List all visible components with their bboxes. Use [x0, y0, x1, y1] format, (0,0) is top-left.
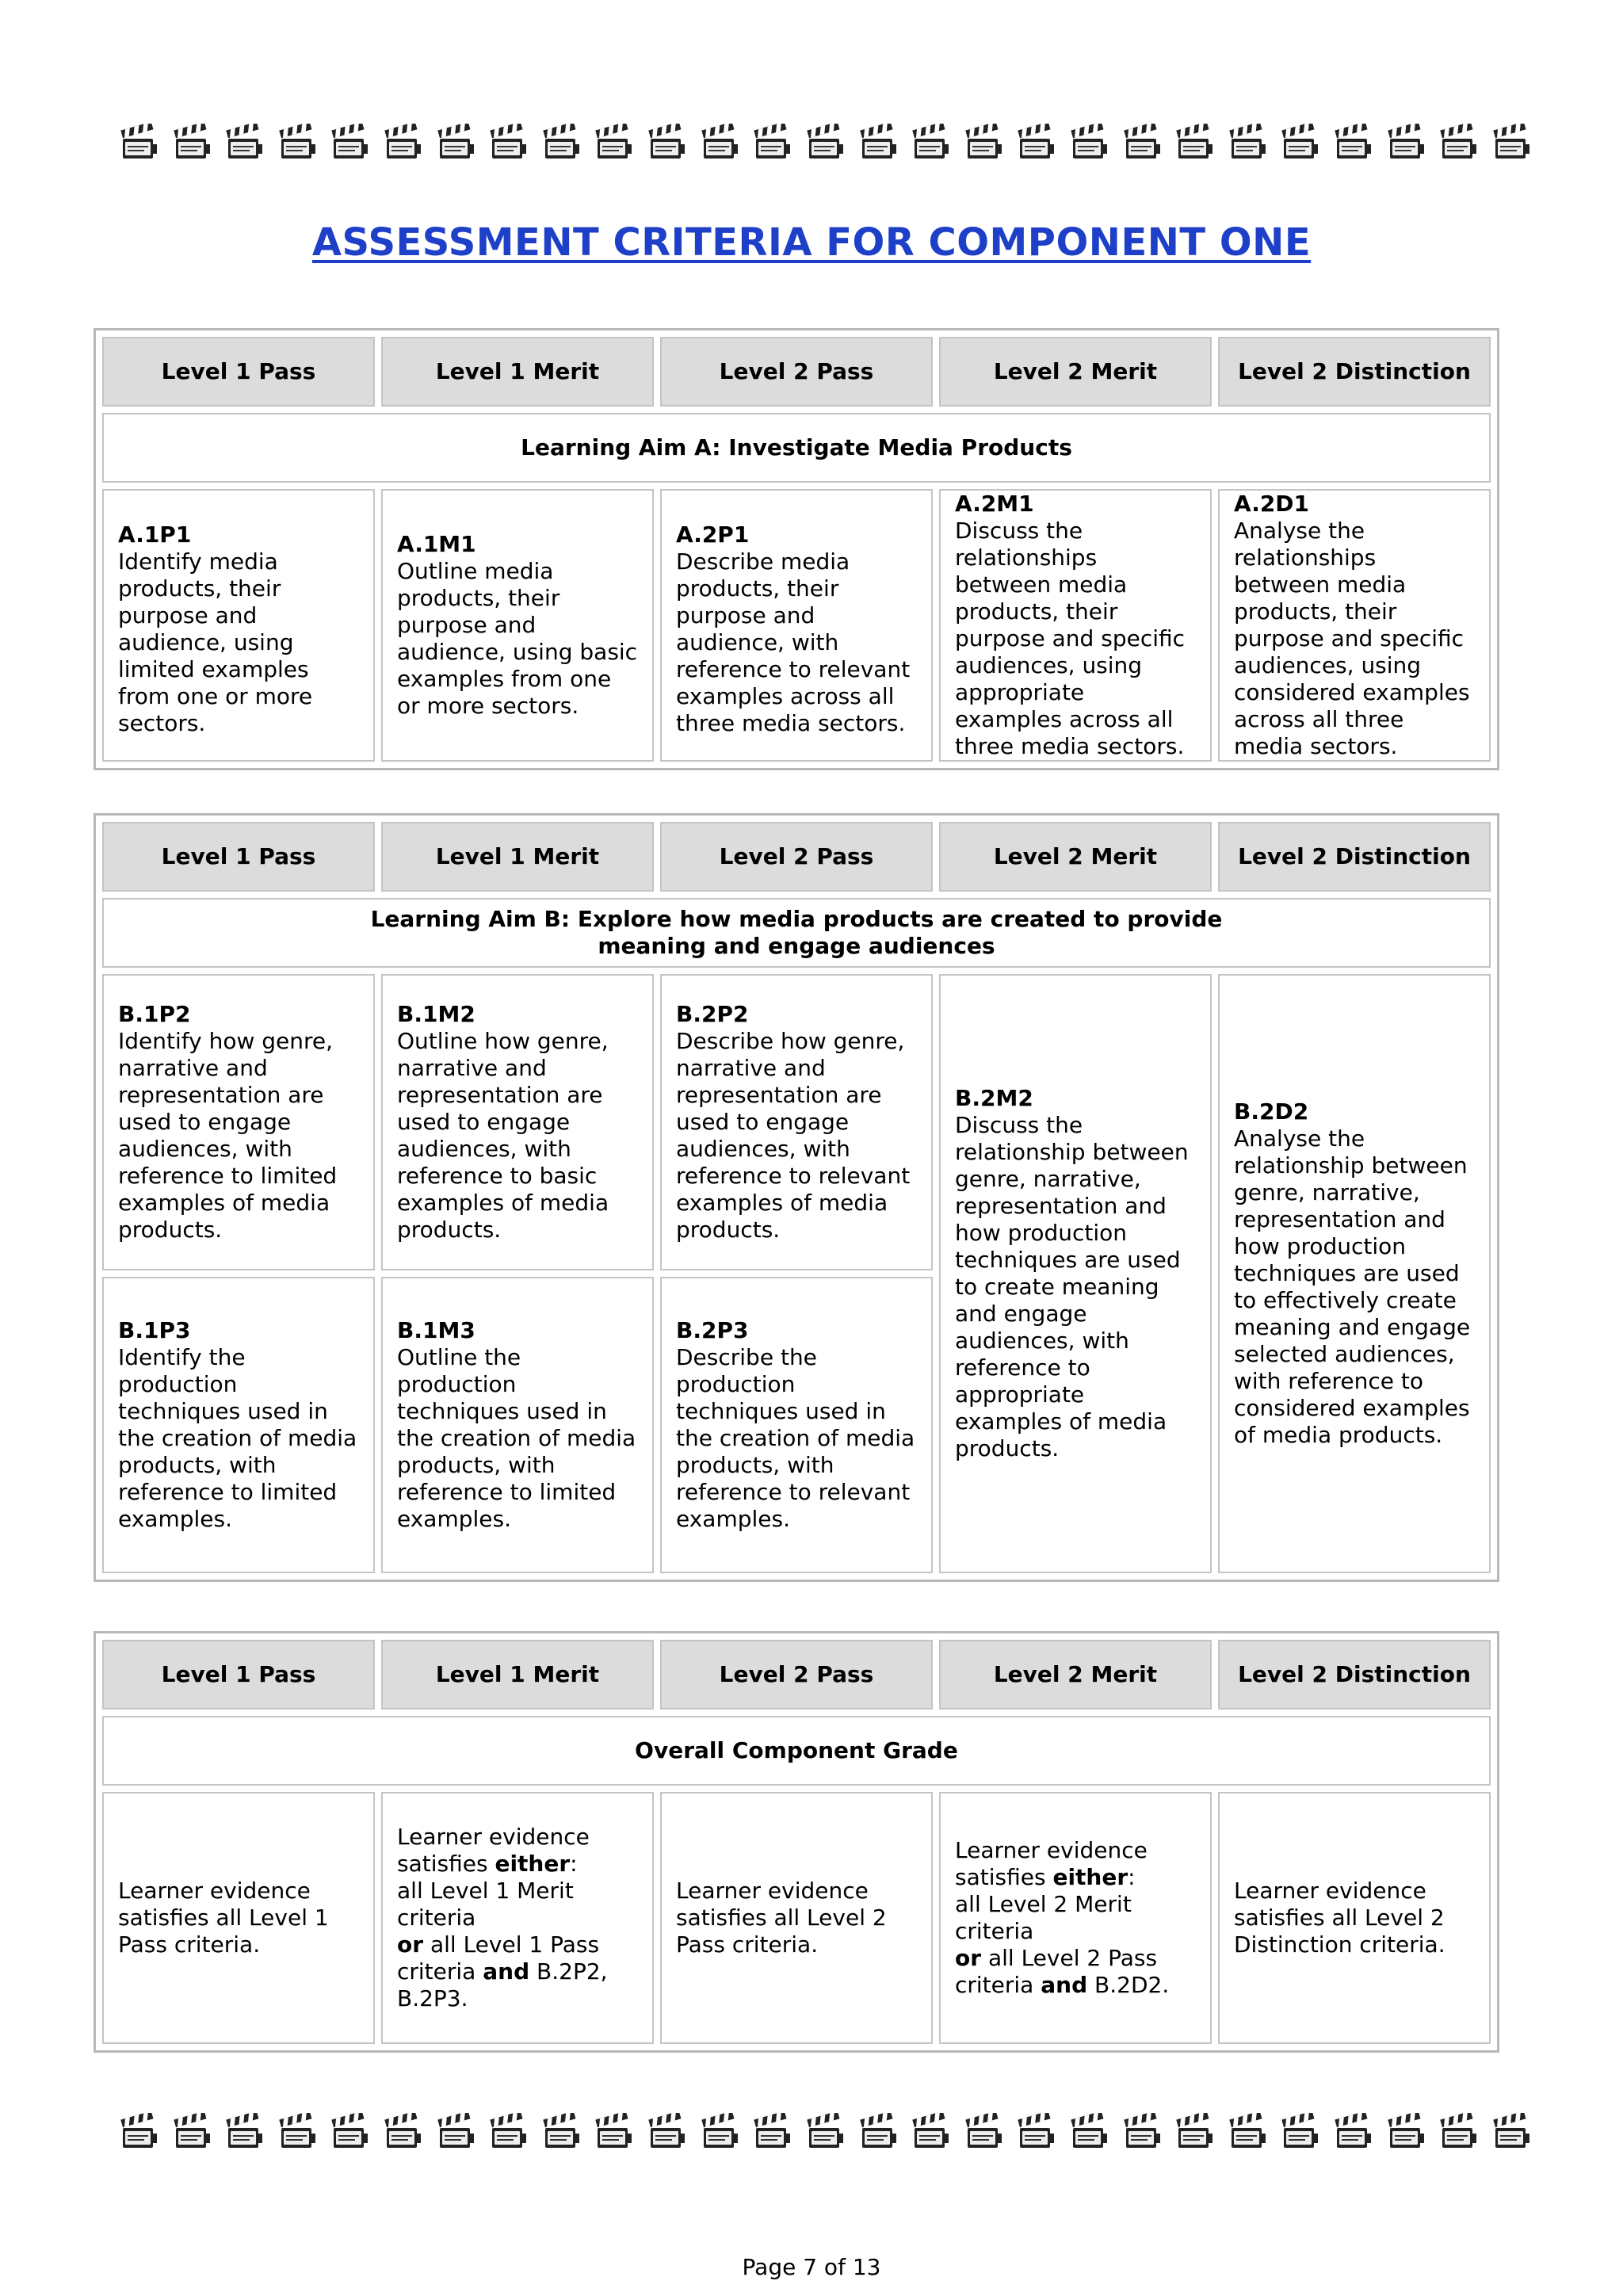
learning-aim-b: Learning Aim B: Explore how media products are created to provide meaning and engage audiences [102, 898, 1491, 968]
film-clapperboard-icon [437, 2113, 475, 2151]
film-clapperboard-icon [648, 124, 686, 162]
header-level-2-pass: Level 2 Pass [660, 822, 933, 892]
header-level-2-distinction: Level 2 Distinction [1218, 1640, 1491, 1710]
film-clapperboard-icon [1440, 124, 1478, 162]
clapper-border-top [120, 120, 1531, 165]
header-row [102, 337, 1491, 407]
header-level-1-pass: Level 1 Pass [102, 822, 375, 892]
film-clapperboard-icon [279, 124, 317, 162]
criterion-code: B.2M2 [955, 1085, 1033, 1111]
film-clapperboard-icon [1018, 124, 1056, 162]
film-clapperboard-icon [174, 2113, 212, 2151]
criterion-code: B.1M2 [397, 1001, 475, 1027]
criterion-text: Analyse the relationship between genre, narrative, representation and how production techniques are used to effectively create meaning and engage selected audiences, with reference to considered examples of media products. [1234, 1125, 1471, 1448]
film-clapperboard-icon [1440, 2113, 1478, 2151]
film-clapperboard-icon [1493, 124, 1531, 162]
film-clapperboard-icon [437, 124, 475, 162]
criterion-b-1m3 [381, 1277, 654, 1573]
criterion-b-1p3 [102, 1277, 375, 1573]
film-clapperboard-icon [1124, 124, 1162, 162]
film-clapperboard-icon [860, 2113, 898, 2151]
film-clapperboard-icon [1176, 124, 1214, 162]
film-clapperboard-icon [490, 124, 528, 162]
grade-level-2-merit: Learner evidence satisfies either: all Level 2 Merit criteria or all Level 2 Pass criteria and B.2D2. [939, 1792, 1212, 2044]
film-clapperboard-icon [543, 124, 581, 162]
film-clapperboard-icon [1388, 124, 1426, 162]
criterion-a-1m1 [381, 489, 654, 762]
film-clapperboard-icon [807, 2113, 845, 2151]
header-row [102, 1640, 1491, 1710]
film-clapperboard-icon [912, 2113, 950, 2151]
film-clapperboard-icon [384, 124, 422, 162]
criteria-row [102, 489, 1491, 762]
criterion-text: Identify media products, their purpose and audience, using limited examples from one or more sectors. [118, 548, 313, 736]
criterion-text: Discuss the relationship between genre, narrative, representation and how production techniques are used to create meaning and engage audiences, with reference to appropriate examples of media products. [955, 1112, 1189, 1461]
criterion-a-2m1 [939, 489, 1212, 762]
film-clapperboard-icon [226, 2113, 264, 2151]
film-clapperboard-icon [701, 124, 739, 162]
criterion-a-2d1 [1218, 489, 1491, 762]
film-clapperboard-icon [331, 124, 369, 162]
film-clapperboard-icon [1493, 2113, 1531, 2151]
aim-row [102, 898, 1491, 968]
film-clapperboard-icon [1335, 124, 1373, 162]
grade-level-2-pass: Learner evidence satisfies all Level 2 Pass criteria. [660, 1792, 933, 2044]
aim-row [102, 413, 1491, 483]
grade-level-1-pass: Learner evidence satisfies all Level 1 Pass criteria. [102, 1792, 375, 2044]
film-clapperboard-icon [1071, 2113, 1109, 2151]
film-clapperboard-icon [912, 124, 950, 162]
criterion-text: Describe the production techniques used in the creation of media products, with reference to relevant examples. [676, 1344, 915, 1532]
criterion-text: Describe media products, their purpose and audience, with reference to relevant examples across all three media sectors. [676, 548, 911, 736]
page-number: Page 7 of 13 [742, 2254, 881, 2280]
header-level-1-merit: Level 1 Merit [381, 337, 654, 407]
film-clapperboard-icon [174, 124, 212, 162]
film-clapperboard-icon [226, 124, 264, 162]
film-clapperboard-icon [120, 2113, 158, 2151]
overall-component-grade: Overall Component Grade [102, 1716, 1491, 1786]
film-clapperboard-icon [279, 2113, 317, 2151]
grade-level-2-distinction: Learner evidence satisfies all Level 2 Distinction criteria. [1218, 1792, 1491, 2044]
aim-row [102, 1716, 1491, 1786]
film-clapperboard-icon [1281, 124, 1319, 162]
film-clapperboard-icon [860, 124, 898, 162]
film-clapperboard-icon [595, 124, 633, 162]
criteria-table-aim-a [94, 328, 1499, 770]
criterion-code: B.2P3 [676, 1317, 749, 1343]
criterion-code: B.1P3 [118, 1317, 191, 1343]
criterion-text: Outline the production techniques used in the creation of media products, with reference to limited examples. [397, 1344, 636, 1532]
film-clapperboard-icon [965, 2113, 1003, 2151]
film-clapperboard-icon [595, 2113, 633, 2151]
header-level-1-pass: Level 1 Pass [102, 1640, 375, 1710]
criterion-code: A.2P1 [676, 521, 750, 548]
header-level-2-merit: Level 2 Merit [939, 337, 1212, 407]
criterion-code: B.1M3 [397, 1317, 475, 1343]
criteria-table-aim-b [94, 813, 1499, 1582]
film-clapperboard-icon [648, 2113, 686, 2151]
film-clapperboard-icon [754, 2113, 792, 2151]
criterion-b-1m2 [381, 974, 654, 1270]
film-clapperboard-icon [1071, 124, 1109, 162]
criterion-text: Identify how genre, narrative and representation are used to engage audiences, with reference to limited examples of media products. [118, 1028, 338, 1243]
criterion-a-1p1 [102, 489, 375, 762]
film-clapperboard-icon [965, 124, 1003, 162]
criterion-code: B.1P2 [118, 1001, 191, 1027]
film-clapperboard-icon [490, 2113, 528, 2151]
criterion-code: A.1P1 [118, 521, 192, 548]
film-clapperboard-icon [1281, 2113, 1319, 2151]
criterion-text: Outline how genre, narrative and representation are used to engage audiences, with reference to basic examples of media products. [397, 1028, 609, 1243]
film-clapperboard-icon [754, 124, 792, 162]
film-clapperboard-icon [1335, 2113, 1373, 2151]
criterion-code: A.1M1 [397, 531, 476, 557]
criterion-text: Describe how genre, narrative and representation are used to engage audiences, with reference to relevant examples of media products. [676, 1028, 911, 1243]
criterion-b-2p3 [660, 1277, 933, 1573]
criterion-code: A.2D1 [1234, 491, 1310, 517]
header-level-2-pass: Level 2 Pass [660, 337, 933, 407]
header-level-2-merit: Level 2 Merit [939, 822, 1212, 892]
criterion-code: B.2D2 [1234, 1098, 1309, 1125]
film-clapperboard-icon [1388, 2113, 1426, 2151]
film-clapperboard-icon [331, 2113, 369, 2151]
overall-grade-table [94, 1631, 1499, 2053]
criterion-b-2d2 [1218, 974, 1491, 1573]
header-level-2-pass: Level 2 Pass [660, 1640, 933, 1710]
header-level-2-merit: Level 2 Merit [939, 1640, 1212, 1710]
criterion-b-1p2 [102, 974, 375, 1270]
grade-row [102, 1792, 1491, 2044]
header-level-1-merit: Level 1 Merit [381, 1640, 654, 1710]
criteria-row [102, 974, 1491, 1270]
criterion-code: A.2M1 [955, 491, 1034, 517]
film-clapperboard-icon [1229, 124, 1267, 162]
criterion-a-2p1 [660, 489, 933, 762]
criterion-b-2m2 [939, 974, 1212, 1573]
film-clapperboard-icon [384, 2113, 422, 2151]
criterion-b-2p2 [660, 974, 933, 1270]
film-clapperboard-icon [1018, 2113, 1056, 2151]
film-clapperboard-icon [543, 2113, 581, 2151]
clapper-border-bottom [120, 2110, 1531, 2154]
criterion-code: B.2P2 [676, 1001, 749, 1027]
header-row [102, 822, 1491, 892]
film-clapperboard-icon [1124, 2113, 1162, 2151]
film-clapperboard-icon [1176, 2113, 1214, 2151]
header-level-2-distinction: Level 2 Distinction [1218, 822, 1491, 892]
film-clapperboard-icon [701, 2113, 739, 2151]
header-level-1-pass: Level 1 Pass [102, 337, 375, 407]
learning-aim-a: Learning Aim A: Investigate Media Products [102, 413, 1491, 483]
header-level-2-distinction: Level 2 Distinction [1218, 337, 1491, 407]
criterion-text: Outline media products, their purpose and audience, using basic examples from one or more sectors. [397, 558, 638, 719]
grade-level-1-merit: Learner evidence satisfies either: all Level 1 Merit criteria or all Level 1 Pass criteria and B.2P2, B.2P3. [381, 1792, 654, 2044]
film-clapperboard-icon [120, 124, 158, 162]
page-title: ASSESSMENT CRITERIA FOR COMPONENT ONE [311, 220, 1312, 265]
film-clapperboard-icon [807, 124, 845, 162]
criterion-text: Identify the production techniques used in the creation of media products, with reference to limited examples. [118, 1344, 357, 1532]
film-clapperboard-icon [1229, 2113, 1267, 2151]
criterion-text: Analyse the relationships between media products, their purpose and specific audiences, using considered examples across all three media sectors. [1234, 518, 1470, 759]
header-level-1-merit: Level 1 Merit [381, 822, 654, 892]
criterion-text: Discuss the relationships between media products, their purpose and specific audiences, using appropriate examples across all three media sectors. [955, 518, 1186, 759]
